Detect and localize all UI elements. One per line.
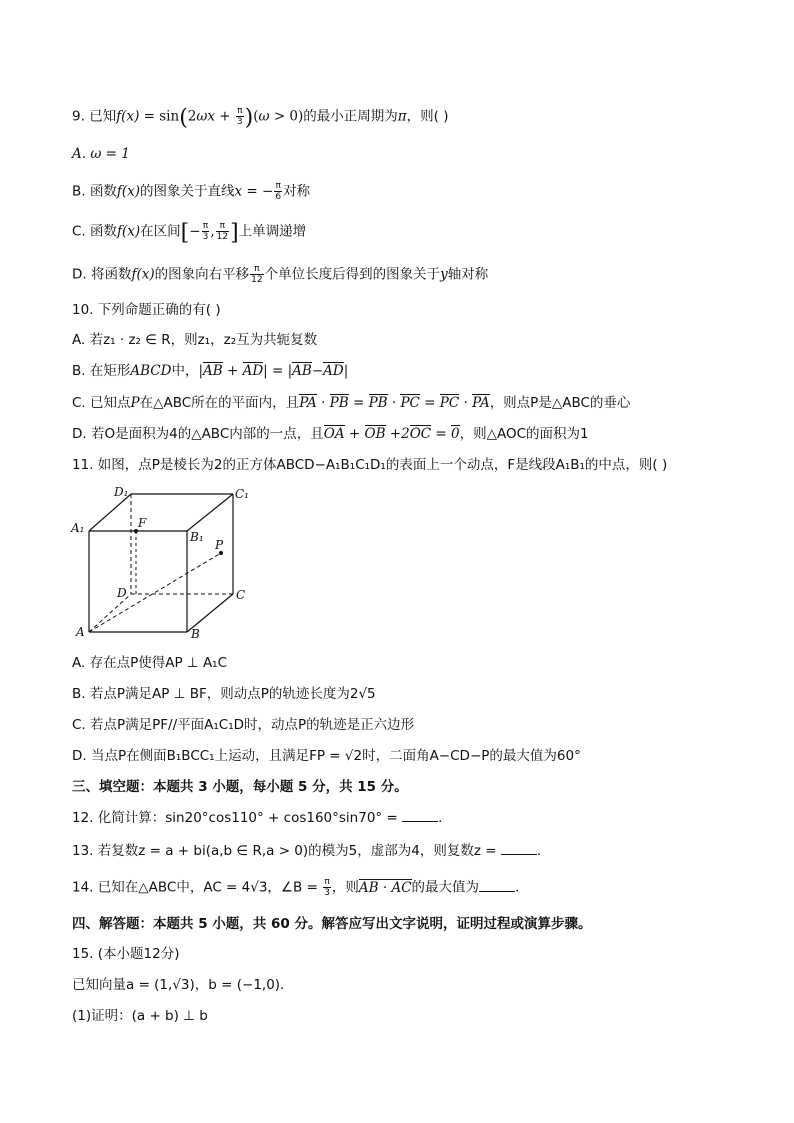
label-c1: C₁ — [235, 487, 249, 501]
label-c: C — [236, 588, 246, 602]
q9-option-c: C. 函数f(x)在区间[− $\frac{\pi}{3}$ , $\frac{\pi}{12}$ ]上单调递增 — [72, 220, 307, 246]
q9-option-b: B. 函数f(x)的图象关于直线x = − $\frac{\pi}{6}$ 对称 — [72, 181, 311, 202]
label-a1: A₁ — [71, 521, 85, 535]
label-b1: B₁ — [190, 530, 204, 544]
section-4-heading: 四、解答题：本题共 5 小题，共 60 分。解答应写出文字说明，证明过程或演算步骤。 — [72, 916, 592, 932]
section-3-heading: 三、填空题：本题共 3 小题，每小题 5 分，共 15 分。 — [72, 779, 408, 795]
label-b: B — [191, 627, 200, 641]
q14: 14. 已知在△ABC中，AC = 4√3，∠B = $\frac{\pi}{3}$ ，则AB · AC的最大值为 . — [72, 877, 520, 898]
q10-option-b: B. 在矩形ABCD中，|AB + AD| = |AB−AD| — [72, 363, 349, 379]
label-a: A — [76, 625, 85, 639]
q11-option-b: B. 若点P满足AP ⊥ BF，则动点P的轨迹长度为2√5 — [72, 686, 376, 702]
q10-option-d: D. 若O是面积为4的△ABC内部的一点，且OA + OB +2OC = 0，则△AOC的面积为1 — [72, 426, 589, 442]
label-d: D — [117, 586, 127, 600]
q11-option-d: D. 当点P在侧面B₁BCC₁上运动，且满足FP = √2时，二面角A−CD−P的最大值为60° — [72, 748, 581, 764]
q11-stem: 11. 如图，点P是棱长为2的正方体ABCD−A₁B₁C₁D₁的表面上一个动点，F是线段A₁B₁的中点，则( ) — [72, 457, 668, 473]
q12: 12. 化简计算：sin20°cos110° + cos160°sin70° = . — [72, 810, 443, 826]
q11-option-a: A. 存在点P使得AP ⊥ A₁C — [72, 655, 228, 671]
q10-option-a: A. 若z₁ · z₂ ∈ R，则z₁，z₂互为共轭复数 — [72, 332, 318, 348]
q9-option-d: D. 将函数f(x)的图象向右平移 $\frac{\pi}{12}$ 个单位长度后得到的图象关于y轴对称 — [72, 264, 489, 285]
label-d1: D₁ — [114, 485, 129, 499]
q13: 13. 若复数z = a + bi(a,b ∈ R,a > 0)的模为5，虚部为4，则复数z = . — [72, 843, 542, 859]
q10-stem: 10. 下列命题正确的有( ) — [72, 302, 221, 318]
q9-stem: 9. 已知f(x) = sin(2ωx + $\frac{\pi}{3}$ )(ω > 0)的最小正周期为π，则( ) — [72, 105, 449, 131]
label-p: P — [215, 538, 224, 552]
label-f: F — [138, 516, 147, 530]
q15-given: 已知向量a = (1,√3)，b = (−1,0). — [72, 977, 285, 993]
q15-part1: (1)证明：(a + b) ⊥ b — [72, 1008, 208, 1024]
q10-option-c: C. 已知点P在△ABC所在的平面内，且PA · PB = PB · PC = PC · PA，则点P是△ABC的垂心 — [72, 395, 631, 411]
q9-option-a: A. ω = 1 — [72, 146, 130, 162]
q11-option-c: C. 若点P满足PF//平面A₁C₁D时，动点P的轨迹是正六边形 — [72, 717, 415, 733]
cube-figure — [70, 482, 270, 642]
q15-heading: 15. (本小题12分) — [72, 946, 180, 962]
